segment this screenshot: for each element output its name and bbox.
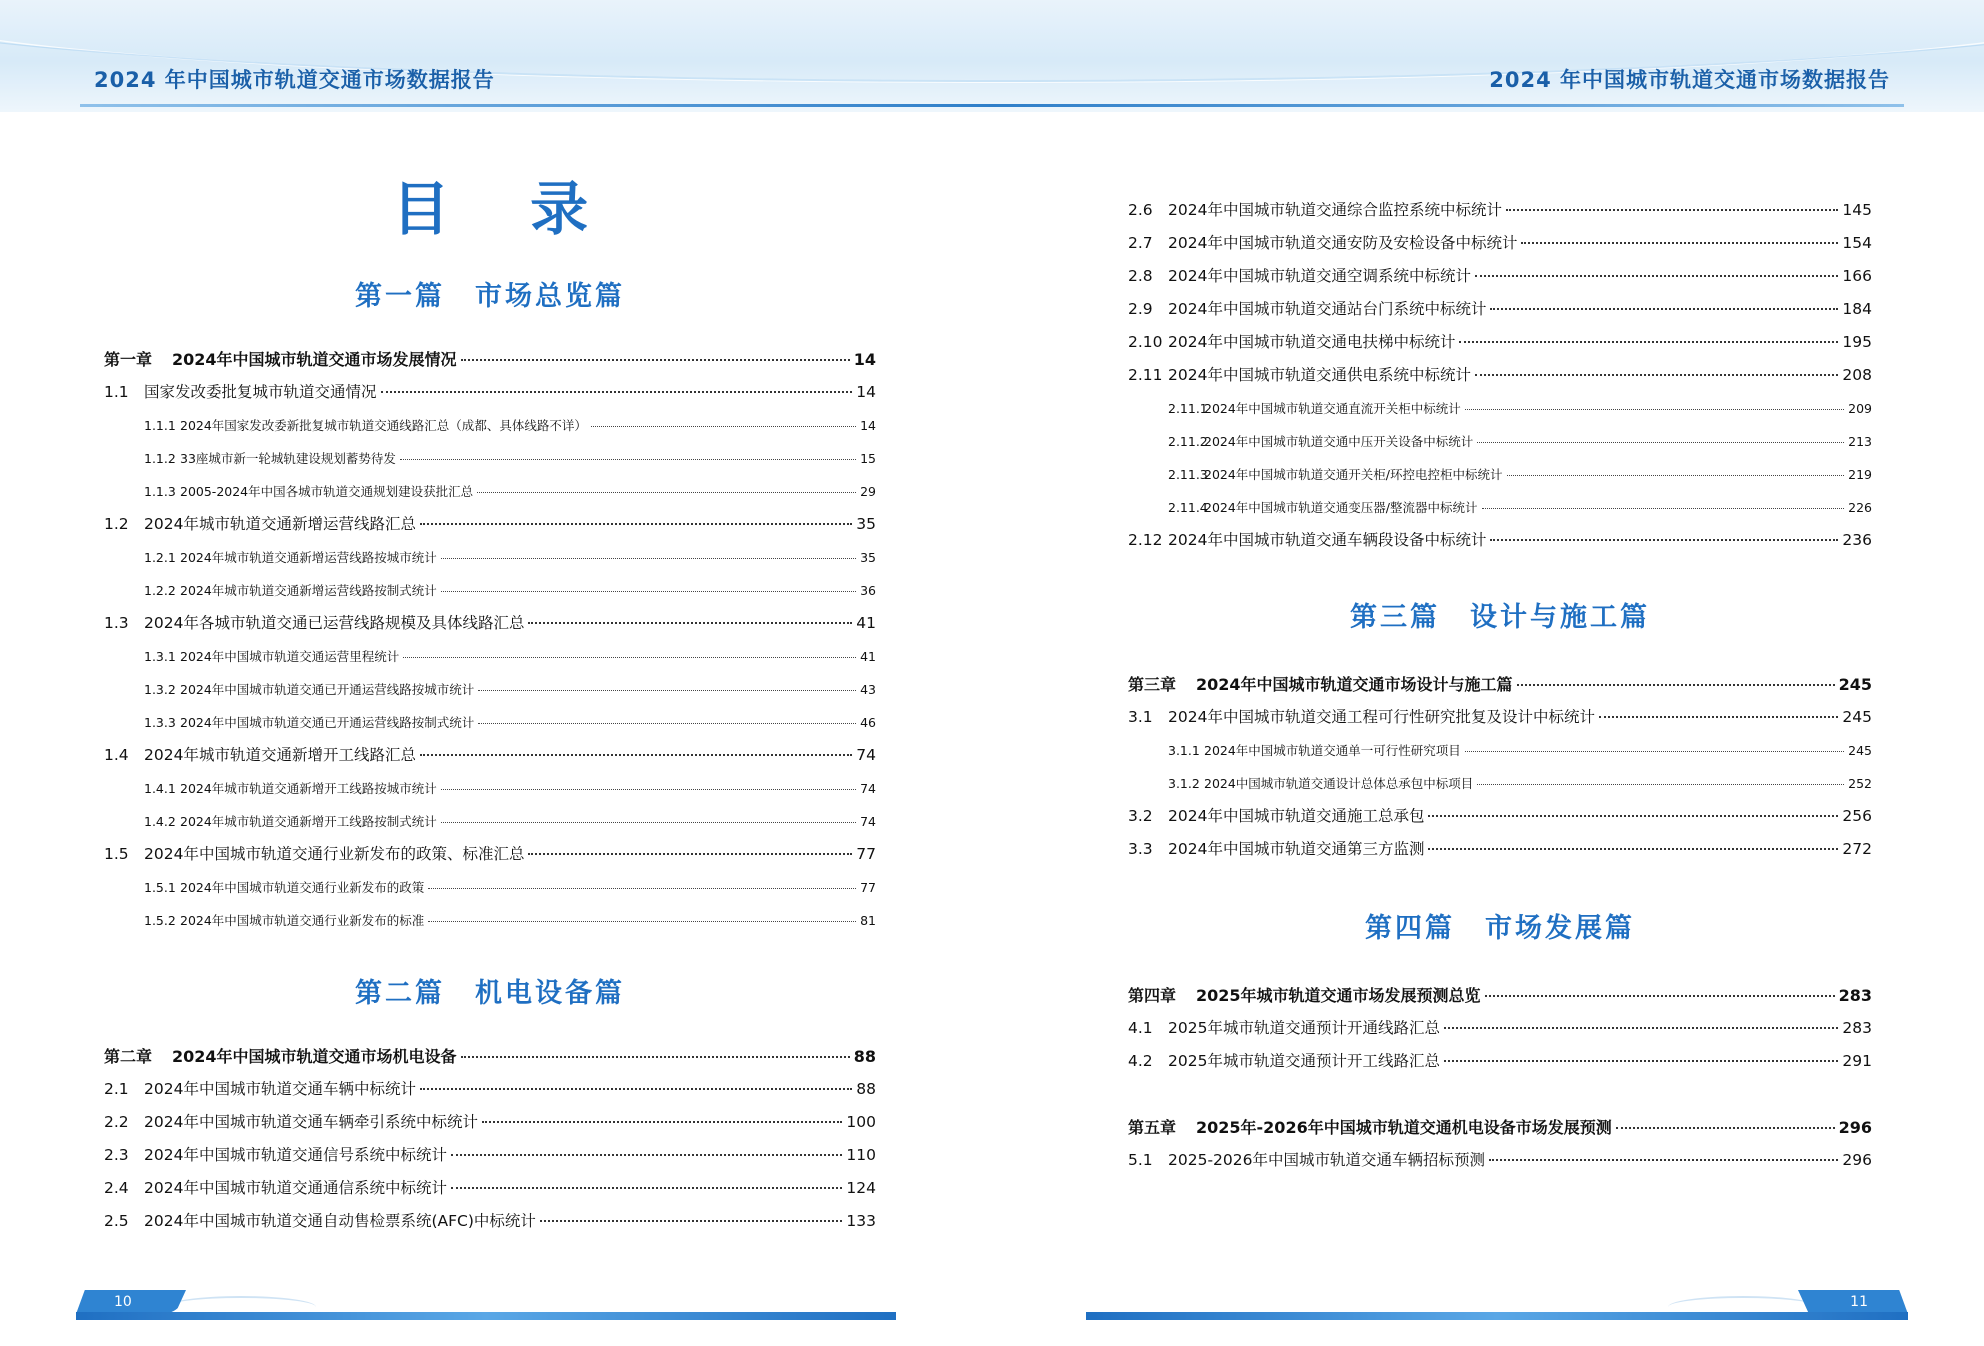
toc-dot-leader [1507,475,1845,476]
toc-dot-leader [1477,784,1844,785]
toc-dot-leader [381,391,853,393]
toc-entry[interactable] [1128,326,1872,359]
toc-list [104,1040,876,1238]
toc-entry[interactable] [104,805,876,838]
page-header [0,0,1984,112]
toc-entry-page: 81 [860,913,876,928]
toc-list [1128,979,1872,1078]
toc-entry-number: 1.4.1 [144,781,176,796]
toc-dot-leader [1459,341,1838,343]
toc-dot-leader [591,426,856,427]
toc-dot-leader [1477,442,1844,443]
toc-entry-page: 133 [846,1212,876,1230]
toc-entry[interactable] [104,607,876,640]
toc-entry-page: 110 [846,1146,876,1164]
toc-entry-number: 2.12 [1128,531,1163,549]
toc-entry-label: 2024年城市轨道交通新增开工线路按制式统计 [180,814,437,829]
toc-entry-page: 77 [856,845,876,863]
toc-entry-label: 2024年中国城市轨道交通第三方监测 [1168,840,1425,858]
toc-entry-page: 43 [860,682,876,697]
toc-dot-leader [428,888,856,889]
toc-entry-page: 272 [1842,840,1872,858]
toc-entry-number: 1.3.2 [144,682,176,697]
toc-entry-label: 2024年中国城市轨道交通中压开关设备中标统计 [1204,434,1474,449]
toc-entry-number: 3.1.2 [1168,776,1200,791]
toc-entry-label: 2024年中国城市轨道交通市场设计与施工篇 [1196,675,1513,694]
toc-entry-label: 2024年中国城市轨道交通已开通运营线路按城市统计 [180,682,475,697]
toc-entry-number: 1.1.2 [144,451,176,466]
toc-entry-number: 2.7 [1128,234,1153,252]
toc-entry-page: 100 [846,1113,876,1131]
toc-entry-label: 2024年中国城市轨道交通供电系统中标统计 [1168,366,1471,384]
toc-entry-label: 2025年-2026年中国城市轨道交通机电设备市场发展预测 [1196,1118,1612,1137]
toc-entry[interactable] [104,640,876,673]
toc-entry-label: 2025年城市轨道交通预计开工线路汇总 [1168,1052,1440,1070]
toc-entry-page: 291 [1842,1052,1872,1070]
toc-entry-page: 77 [860,880,876,895]
toc-entry-page: 245 [1848,743,1872,758]
toc-entry-number: 1.1 [104,383,129,401]
toc-entry-page: 154 [1842,234,1872,252]
toc-entry[interactable] [104,508,876,541]
toc-entry[interactable] [1128,260,1872,293]
toc-entry-page: 46 [860,715,876,730]
toc-entry[interactable] [1128,293,1872,326]
toc-dot-leader [1616,1127,1835,1129]
toc-dot-leader [1444,1060,1838,1062]
toc-entry-label: 2024年中国城市轨道交通运营里程统计 [180,649,400,664]
toc-entry-number: 5.1 [1128,1151,1153,1169]
toc-entry-page: 166 [1842,267,1872,285]
toc-entry-number: 1.2.1 [144,550,176,565]
toc-dot-leader [461,1056,850,1058]
toc-entry[interactable] [104,574,876,607]
toc-entry[interactable] [1128,392,1872,425]
toc-entry-page: 208 [1842,366,1872,384]
toc-dot-leader [420,523,852,525]
toc-dot-leader [1506,209,1838,211]
toc-entry[interactable] [104,739,876,772]
header-title-right: 2024 年中国城市轨道交通市场数据报告 [1489,68,1890,92]
header-rule [80,104,1904,107]
toc-entry-number: 1.3.3 [144,715,176,730]
toc-dot-leader [1490,539,1838,541]
toc-entry-label: 2024年城市轨道交通新增开工线路按城市统计 [180,781,437,796]
toc-entry-number: 1.1.3 [144,484,176,499]
footer-left [76,1290,896,1320]
toc-dot-leader [1517,684,1835,686]
toc-dot-leader [420,754,852,756]
toc-dot-leader [428,921,856,922]
toc-dot-leader [1521,242,1838,244]
toc-entry-page: 256 [1842,807,1872,825]
toc-dot-leader [1475,275,1838,277]
toc-entry-page: 14 [860,418,876,433]
toc-entry-page: 195 [1842,333,1872,351]
toc-entry-page: 296 [1842,1151,1872,1169]
toc-entry-number: 第五章 [1128,1118,1177,1137]
toc-entry-label: 2024年中国城市轨道交通工程可行性研究批复及设计中标统计 [1168,708,1595,726]
toc-entry-label: 2024年中国城市轨道交通行业新发布的政策 [180,880,425,895]
toc-entry-page: 14 [856,383,876,401]
toc-dot-leader [461,359,850,361]
toc-chapter-entry[interactable] [104,343,876,376]
toc-entry-page: 245 [1838,675,1872,694]
toc-dot-leader [478,690,856,691]
toc-entry-label: 2024年中国城市轨道交通综合监控系统中标统计 [1168,201,1502,219]
toc-entry-label: 2024年中国城市轨道交通直流开关柜中标统计 [1204,401,1461,416]
toc-dot-leader [1465,751,1844,752]
toc-entry[interactable] [104,541,876,574]
toc-entry-label: 2024年城市轨道交通新增运营线路汇总 [144,515,416,533]
toc-chapter-entry[interactable] [1128,668,1872,701]
toc-entry-number: 2.2 [104,1113,129,1131]
toc-dot-leader [528,622,852,624]
toc-entry[interactable] [1128,833,1872,866]
toc-entry-label: 2025年城市轨道交通预计开通线路汇总 [1168,1019,1440,1037]
toc-entry-page: 184 [1842,300,1872,318]
toc-main-title: 目 录 [391,175,619,243]
toc-entry[interactable] [1128,1144,1872,1177]
toc-dot-leader [441,591,856,592]
toc-entry-label: 2005-2024年中国各城市轨道交通规划建设获批汇总 [180,484,474,499]
toc-entry[interactable] [104,1205,876,1238]
toc-entry[interactable] [104,1106,876,1139]
toc-entry[interactable] [1128,227,1872,260]
toc-entry-label: 2024年中国城市轨道交通车辆中标统计 [144,1080,416,1098]
toc-entry-number: 2.9 [1128,300,1153,318]
toc-entry-page: 252 [1848,776,1872,791]
page-number: 11 [1850,1294,1868,1310]
toc-entry-number: 2.3 [104,1146,129,1164]
toc-entry-number: 1.5.1 [144,880,176,895]
toc-entry[interactable] [1128,1012,1872,1045]
toc-entry[interactable] [104,475,876,508]
toc-entry-label: 2024年城市轨道交通新增运营线路按城市统计 [180,550,437,565]
toc-dot-leader [451,1187,842,1189]
toc-entry-number: 2.8 [1128,267,1153,285]
part-title: 第三篇 设计与施工篇 [1350,602,1650,633]
toc-dot-leader [1428,848,1838,850]
toc-entry-label: 2024中国城市轨道交通设计总体总承包中标项目 [1204,776,1474,791]
toc-entry-page: 283 [1842,1019,1872,1037]
toc-entry-label: 2024年中国城市轨道交通车辆段设备中标统计 [1168,531,1487,549]
toc-dot-leader [1444,1027,1838,1029]
toc-entry-label: 2024年中国城市轨道交通已开通运营线路按制式统计 [180,715,475,730]
toc-entry-label: 2025-2026年中国城市轨道交通车辆招标预测 [1168,1151,1485,1169]
toc-entry-page: 219 [1848,467,1872,482]
toc-entry[interactable] [1128,1045,1872,1078]
toc-dot-leader [1475,374,1838,376]
toc-entry-label: 2024年中国城市轨道交通单一可行性研究项目 [1204,743,1461,758]
toc-entry-label: 2024年中国城市轨道交通通信系统中标统计 [144,1179,447,1197]
toc-entry[interactable] [1128,491,1872,524]
toc-entry-page: 14 [853,350,876,369]
toc-entry-page: 41 [856,614,876,632]
toc-chapter-entry[interactable] [104,1040,876,1073]
toc-entry-number: 1.2.2 [144,583,176,598]
toc-entry[interactable] [104,1073,876,1106]
right-page [1128,112,1872,1177]
toc-entry-page: 209 [1848,401,1872,416]
toc-entry-label: 2024年中国城市轨道交通信号系统中标统计 [144,1146,447,1164]
toc-dot-leader [451,1154,842,1156]
toc-dot-leader [441,789,856,790]
toc-entry-number: 2.4 [104,1179,129,1197]
toc-entry[interactable] [1128,458,1872,491]
toc-entry-page: 74 [860,814,876,829]
toc-entry[interactable] [104,871,876,904]
toc-list [104,343,876,937]
toc-entry-page: 283 [1838,986,1872,1005]
toc-entry-number: 1.4.2 [144,814,176,829]
toc-entry-page: 15 [860,451,876,466]
toc-entry-number: 第一章 [104,350,153,369]
toc-entry-label: 2024年中国城市轨道交通开关柜/环控电控柜中标统计 [1204,467,1503,482]
part-title: 第二篇 机电设备篇 [355,978,625,1009]
toc-dot-leader [477,492,856,493]
toc-entry[interactable] [1128,524,1872,557]
toc-entry-label: 2024年各城市轨道交通已运营线路规模及具体线路汇总 [144,614,525,632]
toc-entry-label: 2024年中国城市轨道交通车辆牵引系统中标统计 [144,1113,478,1131]
toc-entry[interactable] [104,1139,876,1172]
toc-entry-number: 第四章 [1128,986,1177,1005]
toc-entry-label: 2024年中国城市轨道交通空调系统中标统计 [1168,267,1471,285]
toc-list [1128,668,1872,866]
toc-entry-number: 2.5 [104,1212,129,1230]
toc-entry-page: 36 [860,583,876,598]
toc-entry-number: 2.10 [1128,333,1163,351]
toc-entry-number: 4.2 [1128,1052,1153,1070]
toc-entry-number: 1.3 [104,614,129,632]
toc-entry-label: 2024年中国城市轨道交通行业新发布的政策、标准汇总 [144,845,525,863]
toc-entry-label: 2025年城市轨道交通市场发展预测总览 [1196,986,1481,1005]
toc-entry-page: 88 [853,1047,876,1066]
toc-dot-leader [1465,409,1844,410]
toc-entry-label: 2024年中国城市轨道交通自动售检票系统(AFC)中标统计 [144,1212,536,1230]
toc-entry-page: 35 [860,550,876,565]
toc-entry-number: 2.6 [1128,201,1153,219]
toc-entry-number: 2.1 [104,1080,129,1098]
toc-entry-number: 1.2 [104,515,129,533]
toc-entry-number: 2.11.1 [1168,401,1208,416]
footer-bar [76,1312,896,1320]
toc-dot-leader [1482,508,1845,509]
toc-entry-page: 41 [860,649,876,664]
toc-entry[interactable] [104,904,876,937]
toc-entry-number: 第二章 [104,1047,153,1066]
left-page [104,112,876,1238]
toc-entry-number: 2.11.2 [1168,434,1208,449]
toc-entry-page: 74 [856,746,876,764]
toc-entry-label: 33座城市新一轮城轨建设规划蓄势待发 [180,451,396,466]
toc-entry-label: 2024年中国城市轨道交通变压器/整流器中标统计 [1204,500,1478,515]
toc-entry-number: 3.1.1 [1168,743,1200,758]
toc-entry-page: 226 [1848,500,1872,515]
toc-entry-page: 236 [1842,531,1872,549]
toc-entry-number: 3.2 [1128,807,1153,825]
toc-entry-label: 2024年中国城市轨道交通市场机电设备 [172,1047,457,1066]
toc-entry-number: 第三章 [1128,675,1177,694]
toc-entry[interactable] [104,772,876,805]
toc-dot-leader [540,1220,843,1222]
toc-dot-leader [400,459,856,460]
toc-entry-label: 2024年中国城市轨道交通电扶梯中标统计 [1168,333,1456,351]
toc-entry[interactable] [104,409,876,442]
toc-dot-leader [403,657,856,658]
page-number: 10 [114,1294,132,1310]
toc-entry[interactable] [104,1172,876,1205]
part-title: 第四篇 市场发展篇 [1365,913,1635,944]
toc-entry[interactable] [104,673,876,706]
toc-entry[interactable] [1128,767,1872,800]
toc-chapter-entry[interactable] [1128,979,1872,1012]
toc-entry-page: 124 [846,1179,876,1197]
toc-entry-page: 245 [1842,708,1872,726]
toc-entry-label: 2024年中国城市轨道交通施工总承包 [1168,807,1425,825]
toc-entry-number: 1.1.1 [144,418,176,433]
toc-entry-label: 2024年中国城市轨道交通安防及安检设备中标统计 [1168,234,1518,252]
toc-entry-number: 1.5 [104,845,129,863]
toc-dot-leader [1428,815,1838,817]
toc-entry-number: 2.11.3 [1168,467,1208,482]
toc-entry[interactable] [104,838,876,871]
toc-list [1128,194,1872,557]
toc-dot-leader [1599,716,1838,718]
toc-entry-number: 1.3.1 [144,649,176,664]
toc-dot-leader [441,822,856,823]
toc-entry-number: 3.3 [1128,840,1153,858]
toc-entry-number: 2.11.4 [1168,500,1208,515]
toc-dot-leader [482,1121,842,1123]
toc-entry-number: 1.5.2 [144,913,176,928]
toc-entry-number: 2.11 [1128,366,1163,384]
toc-entry-label: 国家发改委批复城市轨道交通情况 [144,383,377,401]
toc-entry[interactable] [104,706,876,739]
toc-entry-label: 2024年国家发改委新批复城市轨道交通线路汇总（成都、具体线路不详） [180,418,587,433]
toc-entry-label: 2024年中国城市轨道交通市场发展情况 [172,350,457,369]
toc-entry-page: 88 [856,1080,876,1098]
toc-entry[interactable] [1128,359,1872,392]
toc-dot-leader [528,853,852,855]
toc-entry-number: 4.1 [1128,1019,1153,1037]
toc-entry-label: 2024年城市轨道交通新增运营线路按制式统计 [180,583,437,598]
toc-entry-page: 145 [1842,201,1872,219]
toc-entry-label: 2024年城市轨道交通新增开工线路汇总 [144,746,416,764]
toc-entry[interactable] [1128,701,1872,734]
toc-dot-leader [1490,308,1838,310]
toc-list [1128,1111,1872,1177]
toc-entry-number: 1.4 [104,746,129,764]
toc-entry[interactable] [1128,425,1872,458]
toc-entry-page: 213 [1848,434,1872,449]
toc-entry[interactable] [1128,734,1872,767]
toc-entry[interactable] [104,442,876,475]
toc-entry-page: 29 [860,484,876,499]
toc-entry-number: 3.1 [1128,708,1153,726]
toc-entry-label: 2024年中国城市轨道交通行业新发布的标准 [180,913,425,928]
toc-dot-leader [1485,995,1835,997]
toc-dot-leader [1489,1159,1838,1161]
toc-dot-leader [420,1088,852,1090]
toc-entry[interactable] [104,376,876,409]
toc-entry[interactable] [1128,800,1872,833]
toc-entry-label: 2024年中国城市轨道交通站台门系统中标统计 [1168,300,1487,318]
part-title: 第一篇 市场总览篇 [355,281,625,312]
toc-dot-leader [441,558,856,559]
toc-entry[interactable] [1128,194,1872,227]
toc-entry-page: 296 [1838,1118,1872,1137]
toc-entry-page: 35 [856,515,876,533]
header-title-left: 2024 年中国城市轨道交通市场数据报告 [94,68,495,92]
toc-dot-leader [478,723,856,724]
toc-entry-page: 74 [860,781,876,796]
footer-right [1086,1290,1908,1320]
footer-bar [1086,1312,1908,1320]
toc-chapter-entry[interactable] [1128,1111,1872,1144]
